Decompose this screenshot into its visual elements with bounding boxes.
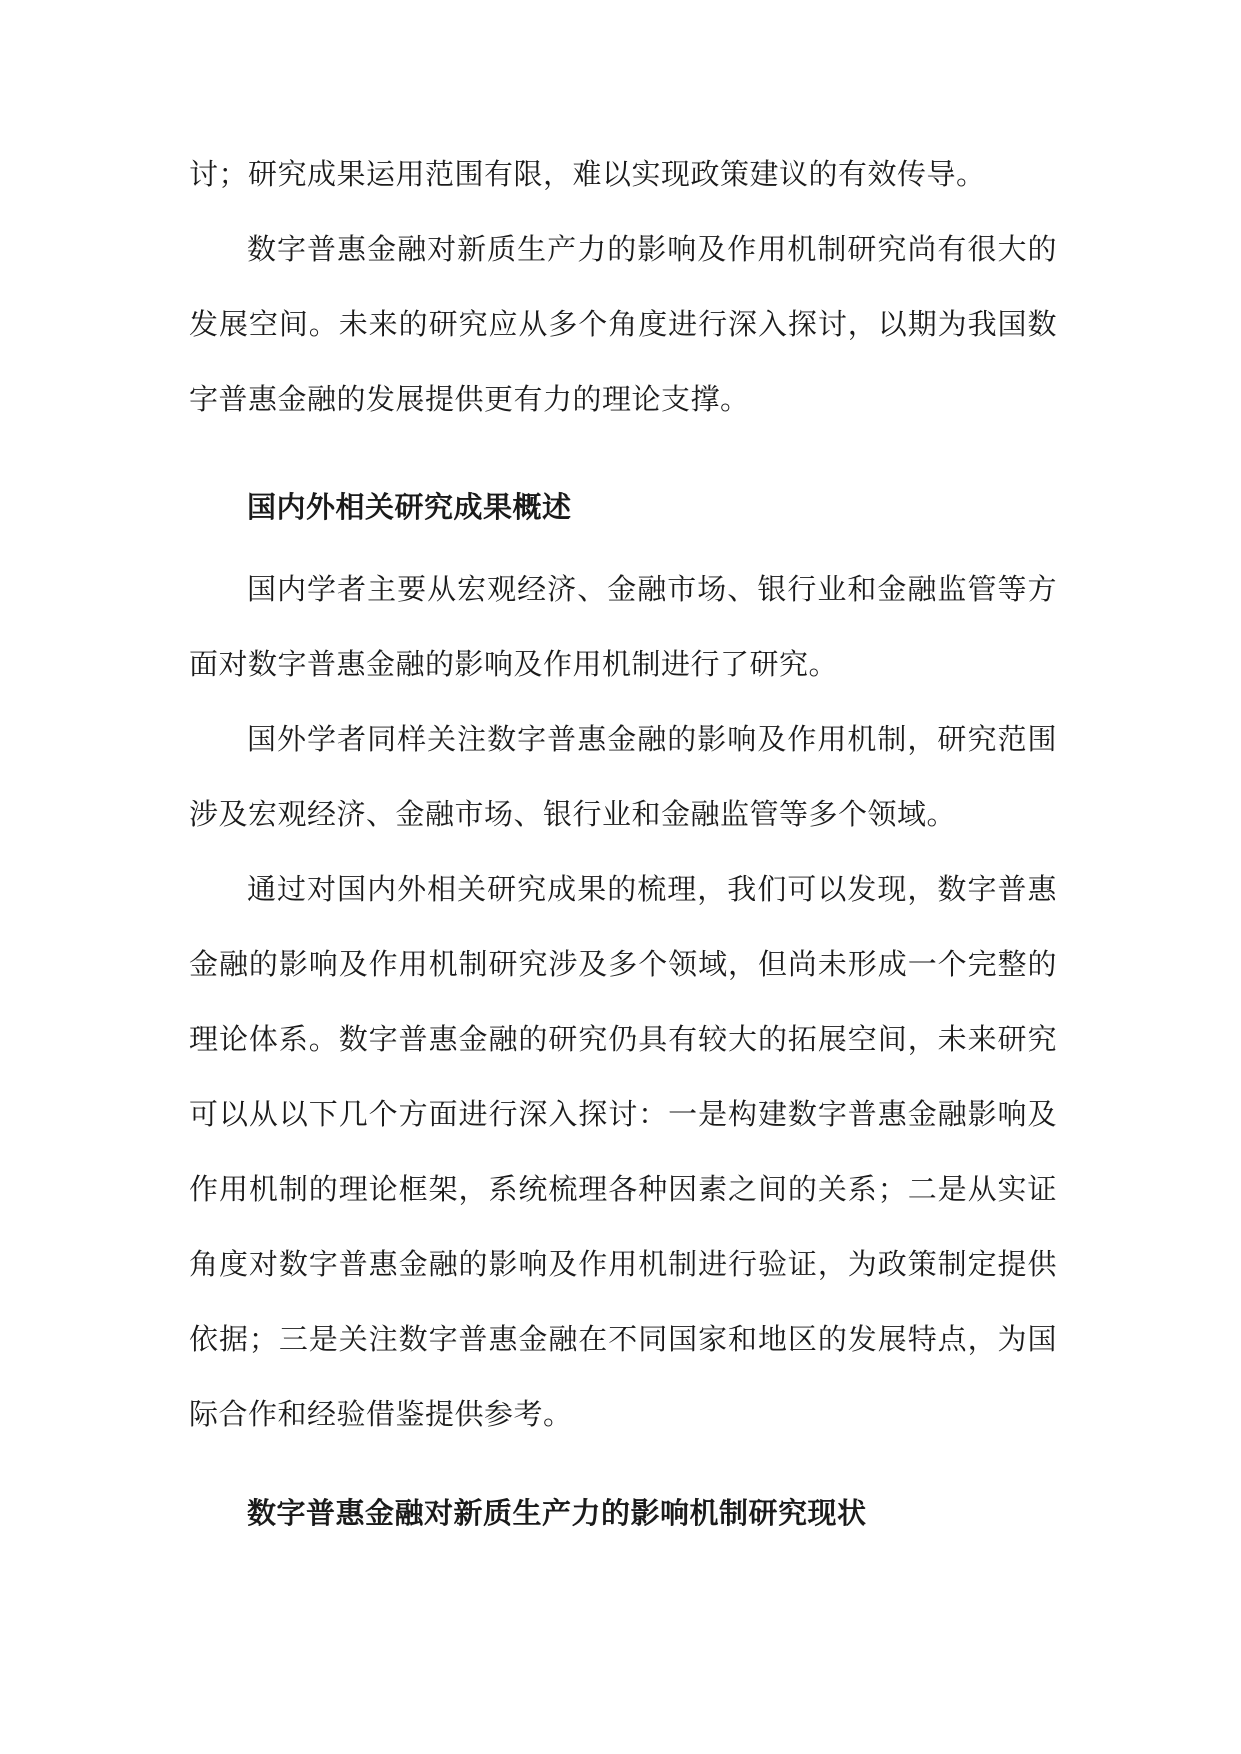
section-heading-research-overview: 国内外相关研究成果概述 (247, 490, 572, 524)
section-heading-mechanism-status: 数字普惠金融对新质生产力的影响机制研究现状 (247, 1496, 867, 1530)
paragraph-research-summary: 通过对国内外相关研究成果的梳理，我们可以发现，数字普惠金融的影响及作用机制研究涉及多个领域，但尚未形成一个完整的理论体系。数字普惠金融的研究仍具有较大的拓展空间，未来研究可以从以下几个方面进行深入探讨：一是构建数字普惠金融影响及作用机制的理论框架，系统梳理各种因素之间的关系；二是从实证角度对数字普惠金融的影响及作用机制进行验证，为政策制定提供依据；三是关注数字普惠金融在不同国家和地区的发展特点，为国际合作和经验借鉴提供参考。 (189, 872, 1057, 1431)
paragraph-development-space: 数字普惠金融对新质生产力的影响及作用机制研究尚有很大的发展空间。未来的研究应从多个角度进行深入探讨，以期为我国数字普惠金融的发展提供更有力的理论支撑。 (189, 232, 1057, 416)
paragraph-continuation: 讨；研究成果运用范围有限，难以实现政策建议的有效传导。 (189, 157, 986, 191)
paragraph-foreign-scholars: 国外学者同样关注数字普惠金融的影响及作用机制，研究范围涉及宏观经济、金融市场、银行业和金融监管等多个领域。 (189, 722, 1057, 831)
paragraph-domestic-scholars: 国内学者主要从宏观经济、金融市场、银行业和金融监管等方面对数字普惠金融的影响及作用机制进行了研究。 (189, 572, 1057, 681)
